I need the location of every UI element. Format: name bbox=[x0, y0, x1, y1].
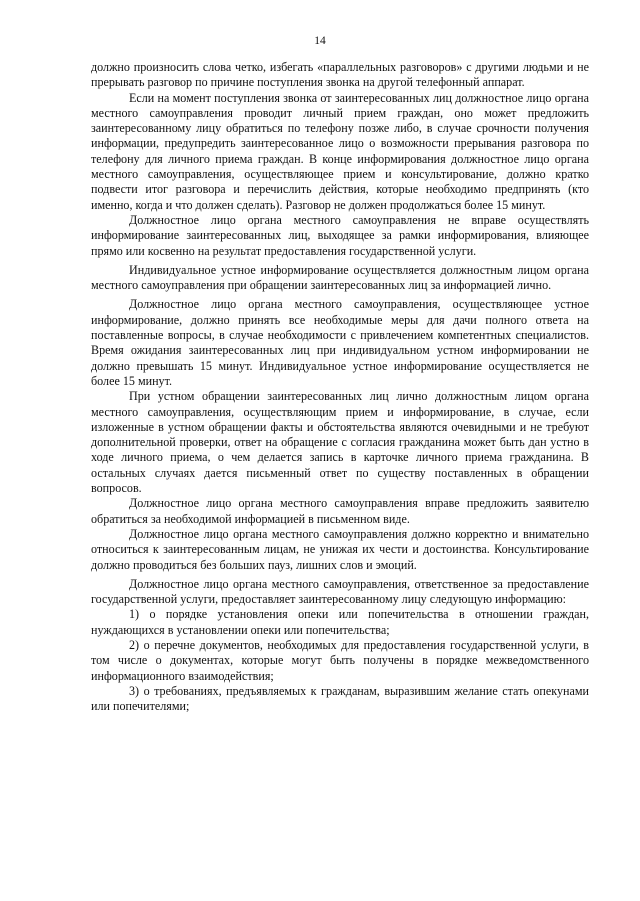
paragraph: Должностное лицо органа местного самоуправления не вправе осуществлять информирование заинтересованных лиц, выходящее за рамки информирования, влияющее прямо или косвенно на результат предоставления государственной услуги. bbox=[91, 212, 589, 258]
paragraph: должно произносить слова четко, избегать «параллельных разговоров» с другими людьми и не прерывать разговор по причине поступления звонка на другой телефонный аппарат. bbox=[91, 60, 589, 90]
paragraph: Должностное лицо органа местного самоуправления, ответственное за предоставление государственной услуги, предоставляет заинтересованному лицу следующую информацию: bbox=[91, 576, 589, 607]
page-number: 14 bbox=[314, 35, 326, 47]
paragraph: Должностное лицо органа местного самоуправления, осуществляющее устное информирование, должно принять все необходимые меры для дачи полного ответа на поставленные вопросы, в случае необходимости с привлечением компетентных специалистов. Время ожидания заинтересованных лиц при индивидуальном устном информировании не должно превышать 15 минут. Индивидуальное устное информирование осуществляется не более 15 минут. bbox=[91, 297, 589, 388]
paragraph: Если на момент поступления звонка от заинтересованных лиц должностное лицо органа местного самоуправления проводит личный прием граждан, оно может предложить заинтересованному лицу обратиться по телефону позже либо, в случае срочности получения информации, предупредить заинтересованное лицо о возможности прерывания разговора по телефону для личного приема граждан. В конце информирования должностное лицо органа местного самоуправления, осуществляющее прием и консультирование, должно кратко подвести итог разговора и перечислить действия, которые необходимо предпринять (кто именно, когда и что должен сделать). Разговор не должен продолжаться более 15 минут. bbox=[91, 90, 589, 212]
paragraph: 3) о требованиях, предъявляемых к гражданам, выразившим желание стать опекунами или попечителями; bbox=[91, 683, 589, 714]
paragraph: Должностное лицо органа местного самоуправления должно корректно и внимательно относиться к заинтересованным лицам, не унижая их чести и достоинства. Консультирование должно проводиться без больших пауз, лишних слов и эмоций. bbox=[91, 526, 589, 572]
paragraph: При устном обращении заинтересованных лиц лично должностным лицом органа местного самоуправления, осуществляющим прием и информирование, в случае, если изложенные в устном обращении факты и обстоятельства являются очевидными и не требуют дополнительной проверки, ответ на обращение с согласия гражданина может быть дан устно в ходе личного приема, о чем делается запись в карточке личного приема гражданина. В остальных случаях дается письменный ответ по существу поставленных в обращении вопросов. bbox=[91, 389, 589, 496]
paragraph: Должностное лицо органа местного самоуправления вправе предложить заявителю обратиться за необходимой информацией в письменном виде. bbox=[91, 496, 589, 526]
document-body bbox=[91, 60, 589, 714]
paragraph: 1) о порядке установления опеки или попечительства в отношении граждан, нуждающихся в установлении опеки или попечительства; bbox=[91, 607, 589, 637]
paragraph: Индивидуальное устное информирование осуществляется должностным лицом органа местного самоуправления при обращении заинтересованных лиц за информацией лично. bbox=[91, 262, 589, 293]
paragraph: 2) о перечне документов, необходимых для предоставления государственной услуги, в том числе о документах, которые могут быть получены в порядке межведомственного информационного взаимодействия; bbox=[91, 637, 589, 683]
